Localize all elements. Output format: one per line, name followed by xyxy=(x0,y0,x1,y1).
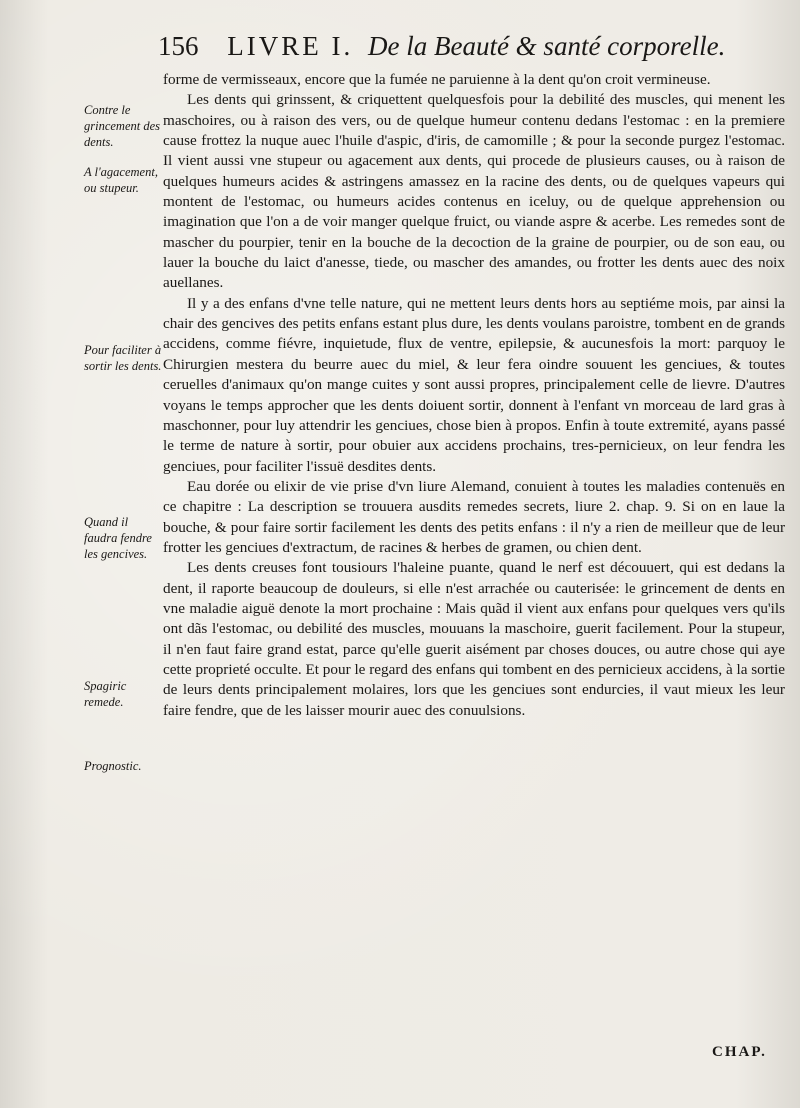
paragraph-enfans: Il y a des enfans d'vne telle nature, qui ne mettent leurs dents hors au septiéme mois, par ainsi la chair des gencives des petits enfans estant plus dure, les dents voulans paroistre, tombent en de grands accidens, comme fiévre, inquietude, flux de ventre, epilepsie, & aucunesfois la mort: parquoy le Chirurgien mestera du beurre auec du miel, & leur fera oindre souuent les genciues, & toutes ceruelles d'animaux qu'on mange cuites y sont aussi propres, principalement celle de lievre. D'autres voyans le temps approcher que les dents doiuent sortir, donnent à l'enfant vn morceau de lard gras à maschonner, pour luy attendrir les genciues, chose bien à propos. Enfin à toute extremité, ayans passé le terme de nature à sortir, pour obuier aux accidens prochains, tres-pernicieux, on leur fendra les genciues, pour faciliter l'issuë desdites dents. xyxy=(163,294,785,475)
margin-note-prognostic: Prognostic. xyxy=(84,759,142,773)
paragraph-continuation: forme de vermisseaux, encore que la fumée ne paruienne à la dent qu'on croit vermineuse. xyxy=(163,71,711,88)
margin-note-grincement: Contre le grincement des dents. xyxy=(84,103,161,149)
book-label: LIVRE I. xyxy=(227,31,354,61)
margin-note-fendre: Quand il faudra fendre les gencives. xyxy=(84,515,152,561)
paragraph-grincement: Les dents qui grinssent, & criquettent quelquesfois pour la debilité des muscles, qui menent les maschoires, ou à raison des vers, ou de quelque humeur contenu dedans l'estomac : en la premiere cause frottez la nuque auec l'huile d'aspic, d'iris, de camomille ; & pour la seconde purgez l'estomac. Il vient aussi vne stupeur ou agacement aux dents, qui procede de plusieurs causes, ou à raison de quelques humeurs acides & astringens amassez en la racine des dents, ou de quelques vapeurs qui montent de l'estomac, ou humeurs acides contenus en iceluy, ou de quelque apprehension ou imagination que l'on a de voir manger quelque fruict, ou viande aspre & acerbe. Les remedes sont de mascher du pourpier, tenir en la bouche de la decoction de la graine de pourpier, ou de son eau, ou lauer la bouche du laict d'anesse, tiede, ou mascher des amandes, ou frotter les dents auec des noix auellanes. xyxy=(163,91,785,292)
margin-note-faciliter: Pour faciliter à sortir les dents. xyxy=(84,343,162,373)
catchword: CHAP. xyxy=(712,1044,767,1060)
margin-note-spagiric: Spagiric remede. xyxy=(84,679,127,709)
margin-note-agacement: A l'agacement, ou stupeur. xyxy=(84,165,158,195)
main-text xyxy=(163,70,785,721)
running-header xyxy=(158,24,798,68)
paragraph-eau-doree: Eau dorée ou elixir de vie prise d'vn liure Alemand, conuient à toutes les maladies contenuës en ce chapitre : La description se trouuera ausdits remedes secrets, liure 2. chap. 9. Si on en laue la bouche, & pour faire sortir facilement les dents des petits enfans : il n'y a rien de meilleur que de leur frotter les genciues d'extractum, de racines & herbes de gramen, ou chien dent. xyxy=(163,477,785,556)
header-subtitle: De la Beauté & santé corporelle. xyxy=(367,31,726,61)
paragraph-dents-creuses: Les dents creuses font tousiours l'haleine puante, quand le nerf est découuert, qui est dedans la dent, il raporte beaucoup de douleurs, si elle n'est arrachée ou cauterisée: le grincement de dents en vne maladie aiguë denote la mort prochaine : Mais quãd il vient aux enfans pour quelques vers qu'ils ont dãs l'estomac, ou debilité des muscles, mouuans la maschoire, guerit facilement. Pour la stupeur, il n'en faut faire grand estat, parce qu'elle guerit aisément par choses douces, ou autre chose qui aye cette proprieté occulte. Et pour le regard des enfans qui tombent en des pernicieux accidens, à la sortie de leurs dents principalement molaires, lors que les genciues sont endurcies, il vaut mieux les leur faire fendre, que de les laisser mourir auec des conuulsions. xyxy=(163,559,786,719)
page-number: 156 xyxy=(158,31,199,61)
